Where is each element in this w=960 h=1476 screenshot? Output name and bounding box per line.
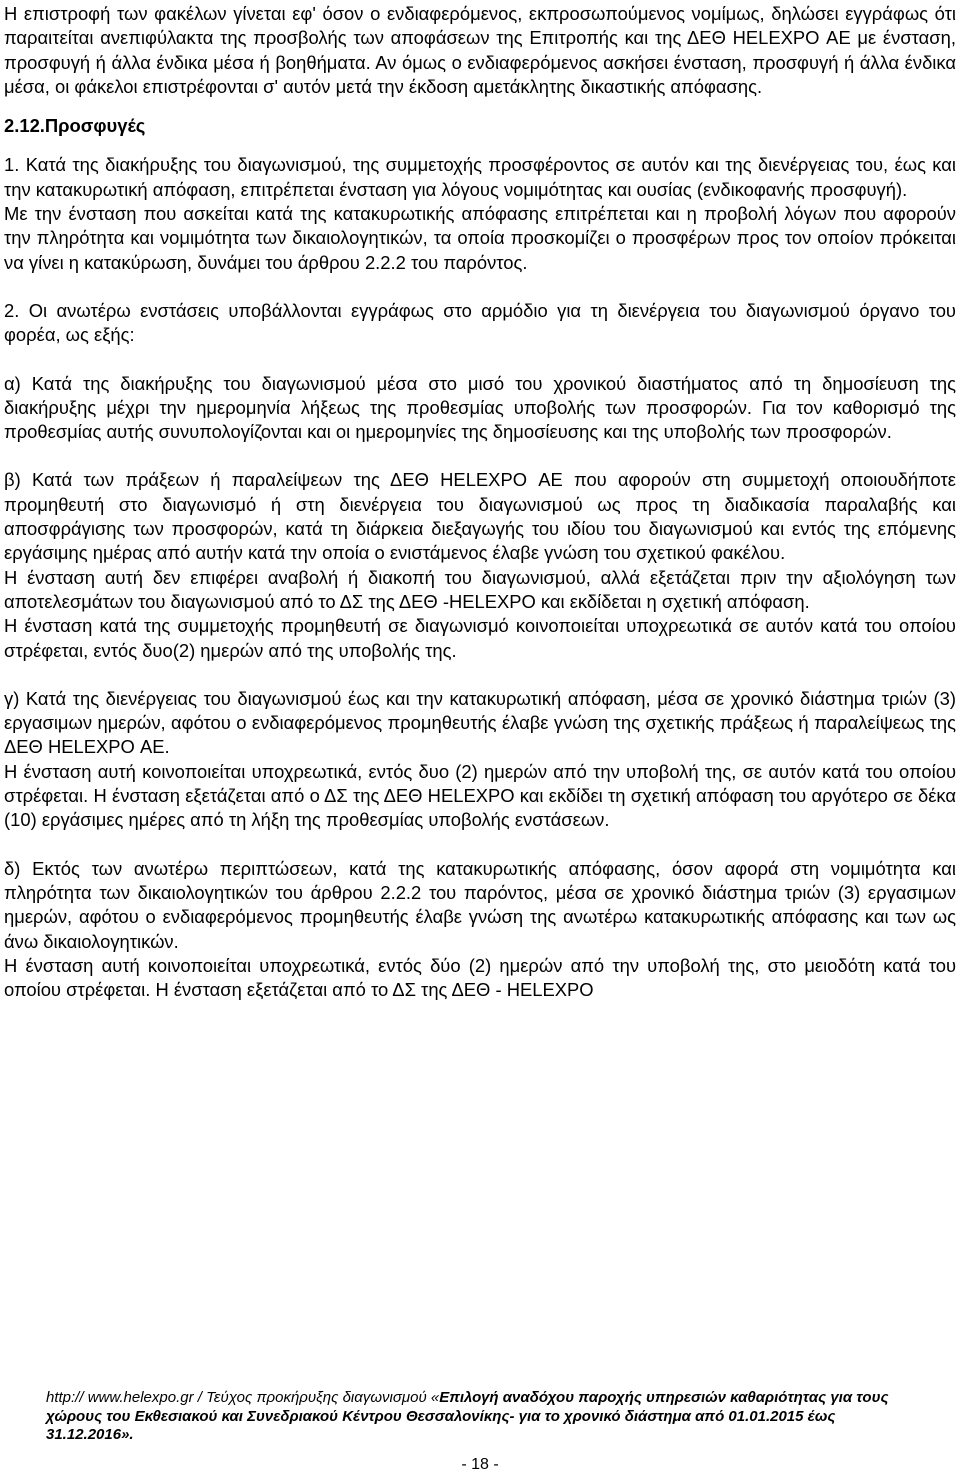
paragraph-item-a: α) Κατά της διακήρυξης του διαγωνισμού μέσα στο μισό του χρονικού διαστήματος από τη δημοσίευση της διακήρυξης μέχρι την ημερομηνία λήξεως της προθεσμίας υποβολής των προσφορών. Για τον καθορισμό της προθεσμίας αυτής συνυπολογίζονται και οι ημερομηνίες της δημοσίευσης και της υποβολής των προσφορών. (4, 372, 956, 443)
paragraph-folder-return: Η επιστροφή των φακέλων γίνεται εφ' όσον ο ενδιαφερόμενος, εκπροσωπούμενος νομίμως, δηλώσει εγγράφως ότι παραιτείται ανεπιφύλακτα της προσβολής των αποφάσεων της Επιτροπής και της ΔΕΘ HELEXPO ΑΕ με ένσταση, προσφυγή ή άλλα ένδικα μέσα ή βοηθήματα. Αν όμως ο ενδιαφερόμενος ασκήσει ένσταση, προσφυγή ή άλλα ένδικα μέσα, οι φάκελοι επιστρέφονται σ' αυτόν μετά την έκδοση αμετάκλητης δικαστικής απόφασης. (4, 3, 956, 97)
footer-title: Επιλογή αναδόχου παροχής υπηρεσιών καθαριότητας για τους χώρους του Εκθεσιακού και Συνεδριακού Κέντρου Θεσσαλονίκης- για το χρονικό διάστημα από 01.01.2015 έως 31.12.2016». (46, 1389, 889, 1443)
page-number: - 18 - (461, 1456, 499, 1473)
paragraph-item-b: β) Κατά των πράξεων ή παραλείψεων της ΔΕΘ HELEXPO ΑΕ που αφορούν στη συμμετοχή οποιουδήποτε προμηθευτή στο διαγωνισμό ή στη διενέργεια του διαγωνισμού ως προς τη διαδικασία παραλαβής και αποσφράγισης των προσφορών, κατά τη διάρκεια διεξαγωγής του ιδίου του διαγωνισμού και εντός της επόμενης εργάσιμης ημέρας από αυτήν κατά την οποία ο ενιστάμενος έλαβε γνώση του σχετικού φακέλου. (4, 469, 956, 564)
paragraph-item-b-notice: Η ένσταση κατά της συμμετοχής προμηθευτή σε διαγωνισμό κοινοποιείται υποχρεωτικά σε αυτόν κατά του οποίου στρέφεται, εντός δυο(2) ημερών από της υποβολής της. (4, 615, 956, 661)
paragraph-item-d-notice: Η ένσταση αυτή κοινοποιείται υποχρεωτικά, εντός δύο (2) ημερών από την υποβολή της, στο μειοδότη κατά του οποίου στρέφεται. Η ένσταση εξετάζεται από το ΔΣ της ΔΕΘ - HELEXPO (4, 954, 956, 1001)
paragraph-objection-right: 1. Κατά της διακήρυξης του διαγωνισμού, της συμμετοχής προσφέροντος σε αυτόν και της διενέργειας του, έως και την κατακυρωτική απόφαση, επιτρέπεται ένσταση για λόγους νομιμότητας και ουσίας (ενδικοφανής προσφυγή). (4, 154, 956, 200)
page-footer (46, 1389, 916, 1445)
section-heading: 2.12.Προσφυγές (4, 115, 146, 137)
paragraph-item-c: γ) Κατά της διενέργειας του διαγωνισμού έως και την κατακυρωτική απόφαση, μέσα σε χρονικό διάστημα τριών (3) εργασιμων ημερών, αφότου ο ενδιαφερόμενος προμηθευτής έλαβε γνώση της σχετικής πράξεως ή παραλείψεως της ΔΕΘ HELEXPO ΑΕ. (4, 687, 956, 758)
paragraph-item-b-effect: Η ένσταση αυτή δεν επιφέρει αναβολή ή διακοπή του διαγωνισμού, αλλά εξετάζεται πριν την αξιολόγηση των αποτελεσμάτων του διαγωνισμού από το ΔΣ της ΔΕΘ -HELEXPO και εκδίδεται η σχετική απόφαση. (4, 566, 956, 612)
paragraph-objection-scope: Με την ένσταση που ασκείται κατά της κατακυρωτικής απόφασης επιτρέπεται και η προβολή λόγων που αφορούν την πληρότητα και νομιμότητα των δικαιολογητικών, τα οποία προσκομίζει ο προσφέρων προς τον οποίον πρόκειται να γίνει η κατακύρωση, δυνάμει του άρθρου 2.2.2 του παρόντος. (4, 203, 956, 273)
paragraph-item-d: δ) Εκτός των ανωτέρω περιπτώσεων, κατά της κατακυρωτικής απόφασης, όσον αφορά στη νομιμότητα και πληρότητα των δικαιολογητικών του άρθρου 2.2.2 του παρόντος, μέσα σε χρονικό διάστημα τριών (3) εργασιμων ημερών, αφότου ο ενδιαφερόμενος προμηθευτής έλαβε γνώση της ανωτέρω κατακυρωτικής απόφασης και των ως άνω δικαιολογητικών. (4, 857, 956, 952)
footer-prefix: / Τεύχος προκήρυξης διαγωνισμού « (193, 1389, 440, 1406)
footer-url[interactable]: http:// www.helexpo.gr (46, 1389, 194, 1406)
paragraph-item-c-notice: Η ένσταση αυτή κοινοποιείται υποχρεωτικά, εντός δυο (2) ημερών από την υποβολή της, σε αυτόν κατά του οποίου στρέφεται. Η ένσταση εξετάζεται από ο ΔΣ της ΔΕΘ HELEXPO και εκδίδει τη σχετική απόφαση του αργότερο σε δέκα (10) εργάσιμες ημέρες από τη λήξη της προθεσμίας υποβολής ενστάσεων. (4, 760, 956, 831)
paragraph-submission: 2. Οι ανωτέρω ενστάσεις υποβάλλονται εγγράφως στο αρμόδιο για τη διενέργεια του διαγωνισμού όργανο του φορέα, ως εξής: (4, 299, 956, 346)
document-body (4, 2, 956, 1002)
